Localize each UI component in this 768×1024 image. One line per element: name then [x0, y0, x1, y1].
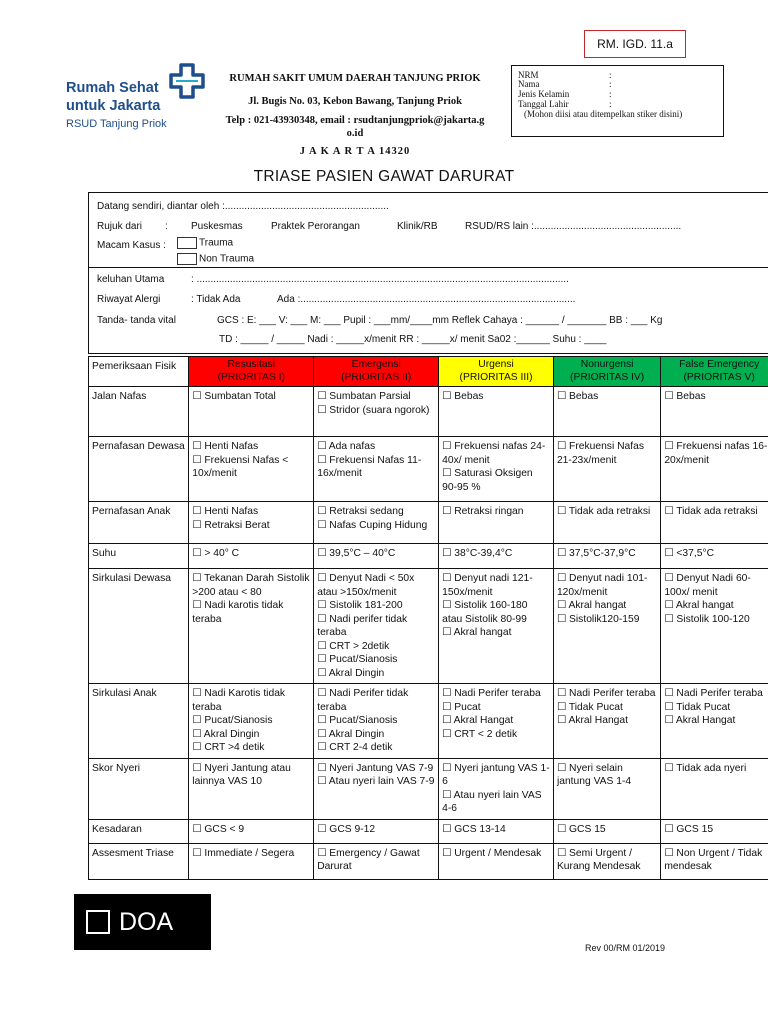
- logo-text-line1: Rumah Sehat: [66, 80, 159, 96]
- table-cell: [661, 437, 768, 502]
- checkbox-option[interactable]: ☐ Sistolik 160-180 atau Sistolik 80-99: [442, 600, 528, 625]
- checkbox-option[interactable]: ☐ Urgent / Mendesak: [442, 847, 542, 859]
- table-cell: [314, 843, 439, 879]
- row-label: Assesment Triase: [89, 843, 189, 879]
- triage-table: [88, 356, 768, 880]
- checkbox-option[interactable]: ☐ Nadi Perifer teraba: [664, 688, 763, 699]
- header-cell-level: [189, 357, 314, 387]
- table-cell: [314, 544, 439, 569]
- checkbox-option[interactable]: ☐ Akral hangat: [442, 627, 512, 638]
- patient-field-tanggal-lahir: Tanggal Lahir: [518, 99, 569, 109]
- checkbox-option[interactable]: ☐ Pucat/Sianosis: [317, 715, 398, 726]
- checkbox-option[interactable]: ☐ GCS 13-14: [442, 823, 506, 835]
- table-cell: [439, 843, 554, 879]
- form-title: TRIASE PASIEN GAWAT DARURAT: [253, 168, 515, 185]
- checkbox-option[interactable]: ☐ Frekuensi Nafas 11-16x/menit: [317, 454, 422, 479]
- row-label: Jalan Nafas: [89, 387, 189, 437]
- table-cell: [553, 758, 660, 819]
- level-priority: (PRIORITAS III): [459, 372, 533, 383]
- table-row: [89, 758, 768, 819]
- level-name: Emergensi: [351, 359, 401, 370]
- table-cell: [189, 569, 314, 684]
- checkbox-option[interactable]: ☐ Frekuensi Nafas < 10x/menit: [192, 454, 289, 479]
- checkbox-option[interactable]: ☐ Ada nafas: [317, 441, 376, 452]
- checkbox-option[interactable]: ☐ Bebas: [664, 391, 706, 402]
- field-colon: :: [609, 89, 612, 99]
- table-cell: [314, 502, 439, 544]
- table-cell: [189, 758, 314, 819]
- row-label: Skor Nyeri: [89, 758, 189, 819]
- checkbox-option[interactable]: ☐ Semi Urgent / Kurang Mendesak: [556, 847, 641, 872]
- level-priority: (PRIORITAS I): [217, 372, 285, 383]
- checkbox-option[interactable]: ☐ 38°C-39,4°C: [442, 548, 513, 559]
- checkbox-option[interactable]: ☐ Henti Nafas: [192, 441, 259, 452]
- checkbox-option[interactable]: ☐ <37,5°C: [664, 548, 715, 559]
- table-row: [89, 819, 768, 843]
- checkbox-option[interactable]: ☐ Nyeri selain jantung VAS 1-4: [556, 762, 632, 787]
- trauma-label: Trauma: [199, 237, 234, 249]
- patient-arrival-info: [88, 192, 768, 354]
- row-label: Kesadaran: [89, 819, 189, 843]
- checkbox-option[interactable]: ☐ Henti Nafas: [192, 506, 259, 517]
- arrival-line: Datang sendiri, diantar oleh :...........................................................: [97, 201, 389, 212]
- vital-signs-line2: TD : _____ / _____ Nadi : _____x/menit RR : _____x/ menit Sa02 :______ Suhu : ____: [219, 334, 607, 345]
- checkbox-option[interactable]: ☐ Emergency / Gawat Darurat: [317, 847, 420, 872]
- table-cell: [189, 544, 314, 569]
- checkbox-option[interactable]: ☐ Nadi karotis tidak teraba: [192, 600, 284, 625]
- checkbox-option[interactable]: ☐ Nadi Perifer teraba: [442, 688, 541, 699]
- checkbox-option[interactable]: ☐ Akral Dingin: [192, 728, 260, 740]
- level-priority: (PRIORITAS II): [341, 372, 412, 383]
- checkbox-option[interactable]: ☐ Akral hangat: [556, 600, 627, 611]
- level-name: Urgensi: [478, 359, 514, 370]
- checkbox-option[interactable]: ☐ Akral Hangat: [556, 715, 628, 726]
- patient-field-nama: Nama: [518, 79, 540, 89]
- row-label: Pernafasan Anak: [89, 502, 189, 544]
- doa-label: DOA: [119, 908, 174, 936]
- table-cell: [314, 569, 439, 684]
- table-cell: [314, 437, 439, 502]
- row-label: Sirkulasi Anak: [89, 684, 189, 759]
- patient-field-jenis-kelamin: Jenis Kelamin: [518, 89, 570, 99]
- table-cell: [661, 502, 768, 544]
- logo-text-line3: RSUD Tanjung Priok: [66, 118, 167, 130]
- table-row: [89, 569, 768, 684]
- table-cell: [314, 684, 439, 759]
- checkbox-option[interactable]: ☐ Saturasi Oksigen 90-95 %: [442, 468, 533, 493]
- logo-text-line2: untuk Jakarta: [66, 98, 161, 114]
- checkbox-option[interactable]: ☐ Tidak ada retraksi: [664, 506, 758, 517]
- table-cell: [314, 758, 439, 819]
- table-cell: [553, 387, 660, 437]
- header-cell-level: [661, 357, 768, 387]
- medical-cross-icon: [168, 62, 206, 100]
- checkbox-option[interactable]: ☐ Stridor (suara ngorok): [317, 404, 430, 416]
- table-row: [89, 544, 768, 569]
- table-cell: [189, 437, 314, 502]
- table-header-row: [89, 357, 768, 387]
- allergy-present-field: Ada :...................................................................................................: [277, 294, 576, 305]
- table-cell: [553, 819, 660, 843]
- hospital-name: RUMAH SAKIT UMUM DAERAH TANJUNG PRIOK: [229, 73, 481, 84]
- table-cell: [314, 819, 439, 843]
- checkbox-option[interactable]: ☐ Nafas Cuping Hidung: [317, 519, 428, 531]
- checkbox-option[interactable]: ☐ Akral Hangat: [442, 715, 514, 726]
- checkbox-option[interactable]: ☐ Akral hangat: [664, 600, 734, 611]
- checkbox-option[interactable]: ☐ Akral Dingin: [317, 728, 385, 740]
- checkbox-option[interactable]: ☐ Pucat/Sianosis: [192, 715, 273, 726]
- table-cell: [189, 387, 314, 437]
- row-label: Pernafasan Dewasa: [89, 437, 189, 502]
- hospital-city: J A K A R T A 14320: [299, 146, 411, 157]
- checkbox-option[interactable]: ☐ Sumbatan Total: [192, 391, 276, 402]
- checkbox-option[interactable]: ☐ GCS < 9: [192, 823, 245, 835]
- table-cell: [553, 569, 660, 684]
- form-code: RM. IGD. 11.a: [584, 30, 686, 58]
- checkbox-option[interactable]: ☐ Atau nyeri lain VAS 4-6: [442, 789, 542, 814]
- referral-puskesmas: Puskesmas: [191, 221, 243, 232]
- patient-identity-box: [511, 65, 724, 137]
- table-cell: [661, 843, 768, 879]
- checkbox-option[interactable]: ☐ Bebas: [442, 391, 484, 402]
- table-cell: [439, 569, 554, 684]
- checkbox-option[interactable]: ☐ Sistolik120-159: [556, 613, 640, 625]
- checkbox-option[interactable]: ☐ Tidak ada nyeri: [664, 762, 747, 774]
- table-cell: [439, 684, 554, 759]
- table-cell: [439, 502, 554, 544]
- table-cell: [553, 843, 660, 879]
- table-cell: [439, 544, 554, 569]
- checkbox-option[interactable]: ☐ Immediate / Segera: [192, 847, 295, 859]
- row-label: Suhu: [89, 544, 189, 569]
- patient-box-note: (Mohon diisi atau ditempelkan stiker disini): [524, 109, 683, 119]
- referral-klinik: Klinik/RB: [397, 221, 438, 232]
- doa-checkbox[interactable]: [86, 910, 110, 934]
- case-non-trauma-option[interactable]: [177, 253, 254, 265]
- checkbox-option[interactable]: ☐ Nadi Perifer tidak teraba: [317, 688, 409, 713]
- table-cell: [439, 387, 554, 437]
- referral-label: Rujuk dari: [97, 221, 143, 232]
- table-cell: [439, 437, 554, 502]
- case-type-label: Macam Kasus :: [97, 240, 166, 251]
- checkbox-option[interactable]: ☐ Nyeri Jantung atau lainnya VAS 10: [192, 762, 291, 787]
- checkbox-option[interactable]: ☐ 37,5°C-37,9°C: [556, 548, 636, 559]
- non-trauma-label: Non Trauma: [199, 253, 255, 265]
- checkbox-option[interactable]: ☐ Nadi Perifer teraba: [556, 688, 656, 699]
- header-cell-level: [439, 357, 554, 387]
- checkbox-option[interactable]: ☐ Retraksi Berat: [192, 519, 270, 531]
- table-cell: [553, 544, 660, 569]
- header-cell-level: [553, 357, 660, 387]
- checkbox-option[interactable]: ☐ Nadi Karotis tidak teraba: [192, 688, 286, 713]
- checkbox-option[interactable]: ☐ Retraksi sedang: [317, 506, 404, 517]
- checkbox-option[interactable]: ☐ GCS 9-12: [317, 823, 376, 835]
- checkbox-option[interactable]: ☐ Denyut nadi 101-120x/menit: [556, 573, 648, 598]
- referral-rsud: RSUD/RS lain :.....................................................: [465, 221, 682, 232]
- case-trauma-option[interactable]: [177, 237, 233, 249]
- checkbox-option[interactable]: ☐ CRT < 2 detik: [442, 728, 518, 740]
- field-colon: :: [609, 99, 612, 109]
- table-cell: [189, 502, 314, 544]
- header-cell-level: [314, 357, 439, 387]
- table-cell: [553, 502, 660, 544]
- doa-option[interactable]: [74, 894, 211, 950]
- table-cell: [189, 819, 314, 843]
- checkbox-option[interactable]: ☐ Denyut Nadi 60-100x/ menit: [664, 573, 751, 598]
- table-cell: [553, 437, 660, 502]
- table-cell: [661, 387, 768, 437]
- level-priority: (PRIORITAS V): [683, 372, 755, 383]
- table-cell: [661, 544, 768, 569]
- checkbox-option[interactable]: ☐ CRT >4 detik: [192, 742, 265, 753]
- allergy-label: Riwayat Alergi: [97, 294, 161, 305]
- checkbox-option[interactable]: ☐ Bebas: [556, 391, 599, 402]
- checkbox-option[interactable]: ☐ Akral Dingin: [317, 667, 385, 679]
- referral-praktek: Praktek Perorangan: [271, 221, 360, 232]
- checkbox-option[interactable]: ☐ Sistolik 100-120: [664, 613, 750, 625]
- field-colon: :: [609, 70, 612, 80]
- level-priority: (PRIORITAS IV): [570, 372, 645, 383]
- trauma-checkbox[interactable]: [177, 237, 197, 249]
- checkbox-option[interactable]: ☐ Sistolik 181-200: [317, 600, 403, 611]
- checkbox-option[interactable]: ☐ Non Urgent / Tidak mendesak: [664, 847, 763, 872]
- complaint-field: : ......................................................................................................................................: [191, 274, 569, 285]
- table-row: [89, 437, 768, 502]
- checkbox-option[interactable]: ☐ Frekuensi nafas 16-20x/menit: [664, 441, 768, 466]
- checkbox-option[interactable]: ☐ Sumbatan Parsial: [317, 391, 411, 402]
- vital-signs-line1: GCS : E: ___ V: ___ M: ___ Pupil : ___mm/____mm Reflek Cahaya : ______ / _______ BB : ___ Kg: [217, 315, 663, 326]
- divider: [89, 267, 768, 268]
- patient-field-nrm: NRM: [518, 70, 539, 80]
- checkbox-option[interactable]: ☐ 39,5°C – 40°C: [317, 548, 396, 559]
- allergy-none-option: : Tidak Ada: [191, 294, 241, 305]
- hospital-address: Jl. Bugis No. 03, Kebon Bawang, Tanjung Priok: [248, 96, 462, 107]
- table-cell: [439, 758, 554, 819]
- checkbox-option[interactable]: ☐ Frekuensi Nafas 21-23x/menit: [556, 441, 644, 466]
- checkbox-option[interactable]: ☐ Nyeri jantung VAS 1-6: [442, 762, 550, 787]
- vital-signs-label: Tanda- tanda vital: [97, 315, 176, 326]
- table-cell: [189, 684, 314, 759]
- field-colon: :: [609, 79, 612, 89]
- table-cell: [661, 758, 768, 819]
- hospital-logo: [66, 62, 206, 130]
- revision-code: Rev 00/RM 01/2019: [585, 943, 666, 953]
- level-name: False Emergency: [679, 359, 760, 370]
- checkbox-option[interactable]: ☐ Pucat/Sianosis: [317, 654, 398, 665]
- checkbox-option[interactable]: ☐ Denyut nadi 121-150x/menit: [442, 573, 533, 598]
- checkbox-option[interactable]: ☐ Pucat: [442, 701, 481, 713]
- referral-colon: :: [165, 221, 168, 232]
- checkbox-option[interactable]: ☐ Nadi perifer tidak teraba: [317, 613, 408, 638]
- checkbox-option[interactable]: ☐ > 40° C: [192, 548, 240, 559]
- checkbox-option[interactable]: ☐ Tekanan Darah Sistolik >200 atau < 80: [192, 573, 310, 598]
- checkbox-option[interactable]: ☐ Tidak Pucat: [556, 701, 623, 713]
- level-name: Resusitasi: [227, 359, 275, 370]
- contact-line-2: o.id: [346, 128, 364, 139]
- checkbox-option[interactable]: ☐ Denyut Nadi < 50x atau >150x/menit: [317, 573, 415, 598]
- checkbox-option[interactable]: ☐ Tidak ada retraksi: [556, 506, 651, 517]
- row-label: Sirkulasi Dewasa: [89, 569, 189, 684]
- table-row: [89, 387, 768, 437]
- table-cell: [553, 684, 660, 759]
- complaint-label: keluhan Utama: [97, 274, 165, 285]
- table-cell: [189, 843, 314, 879]
- table-cell: [439, 819, 554, 843]
- checkbox-option[interactable]: ☐ Frekuensi nafas 24-40x/ menit: [442, 441, 546, 466]
- level-name: Nonurgensi: [580, 359, 634, 370]
- table-row: [89, 843, 768, 879]
- table-cell: [661, 569, 768, 684]
- table-cell: [661, 684, 768, 759]
- checkbox-option[interactable]: ☐ Retraksi ringan: [442, 506, 524, 517]
- hospital-contact: [210, 114, 500, 140]
- checkbox-option[interactable]: ☐ Akral Hangat: [664, 715, 736, 726]
- checkbox-option[interactable]: ☐ GCS 15: [664, 823, 714, 835]
- checkbox-option[interactable]: ☐ Nyeri Jantung VAS 7-9: [317, 762, 434, 774]
- checkbox-option[interactable]: ☐ Atau nyeri lain VAS 7-9: [317, 776, 435, 787]
- non-trauma-checkbox[interactable]: [177, 253, 197, 265]
- checkbox-option[interactable]: ☐ GCS 15: [556, 823, 606, 835]
- contact-line-1: Telp : 021-43930348, email : rsudtanjungpriok@jakarta.g: [225, 115, 485, 126]
- table-cell: [314, 387, 439, 437]
- header-cell-pemeriksaan: Pemeriksaan Fisik: [89, 357, 189, 387]
- checkbox-option[interactable]: ☐ CRT 2-4 detik: [317, 742, 393, 753]
- table-cell: [661, 819, 768, 843]
- checkbox-option[interactable]: ☐ Tidak Pucat: [664, 701, 731, 713]
- table-row: [89, 502, 768, 544]
- table-row: [89, 684, 768, 759]
- checkbox-option[interactable]: ☐ CRT > 2detik: [317, 640, 390, 652]
